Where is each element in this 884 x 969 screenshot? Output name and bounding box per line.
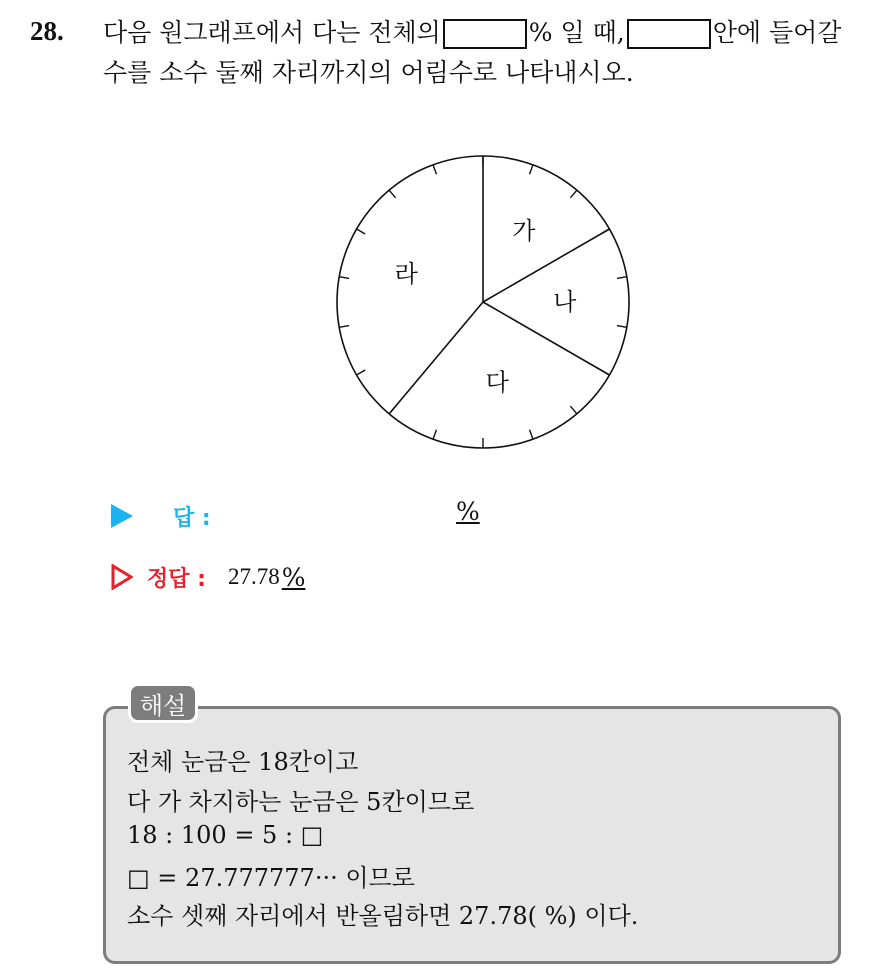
- pie-slice-label: 다: [485, 368, 509, 397]
- blank-box-percent: [443, 19, 527, 49]
- pie-tick: [433, 165, 436, 174]
- answer-label: 답 :: [173, 505, 211, 531]
- answer-unit-blank: %: [456, 497, 480, 526]
- pie-tick: [570, 190, 576, 198]
- play-icon: [111, 504, 133, 528]
- pie-tick: [617, 277, 627, 279]
- pie-slice-boundary: [483, 302, 609, 375]
- pie-tick: [617, 326, 627, 328]
- answer-row: [111, 500, 211, 532]
- pie-tick: [389, 190, 395, 198]
- play-outline-icon: [111, 564, 133, 590]
- pie-tick: [339, 326, 349, 328]
- pie-tick: [339, 277, 349, 279]
- explanation-tab: 해설: [128, 683, 198, 723]
- correct-answer-label: 정답 :: [147, 566, 206, 592]
- pie-tick: [357, 229, 366, 234]
- pie-tick: [570, 406, 576, 414]
- correct-answer-unit: %: [281, 562, 306, 592]
- pie-chart: [330, 154, 636, 460]
- question-text-1: 다음 원그래프에서 다는 전체의: [103, 18, 441, 47]
- pie-slice-boundary: [483, 229, 609, 302]
- correct-answer-value: 27.78: [227, 564, 280, 589]
- question-text-2: % 일 때,: [528, 18, 625, 47]
- question-text-3: 안에 들어갈: [712, 18, 842, 47]
- question-line-1: [103, 18, 841, 49]
- pie-slice-label: 나: [553, 288, 577, 316]
- explanation-line: □ = 27.777777··· 이므로: [127, 864, 415, 892]
- explanation-line: 전체 눈금은 18칸이고: [127, 748, 359, 776]
- pie-tick: [357, 370, 366, 375]
- explanation-line: 소수 셋째 자리에서 반올림하면 27.78( %) 이다.: [127, 902, 639, 930]
- explanation-line: 다 가 차지하는 눈금은 5칸이므로: [127, 788, 475, 816]
- explanation-line: 18 : 100 = 5 : □: [127, 821, 324, 849]
- question-line-2: 수를 소수 둘째 자리까지의 어림수로 나타내시오.: [103, 58, 634, 87]
- question-number: 28.: [30, 16, 64, 46]
- pie-slice-label: 가: [512, 217, 536, 246]
- pie-slice-label: 라: [394, 260, 418, 289]
- correct-answer-row: [111, 561, 305, 593]
- pie-slice-boundary: [389, 302, 483, 414]
- pie-tick: [433, 430, 436, 439]
- pie-tick: [530, 430, 533, 439]
- pie-tick: [530, 165, 533, 174]
- blank-box-answer: [627, 19, 711, 49]
